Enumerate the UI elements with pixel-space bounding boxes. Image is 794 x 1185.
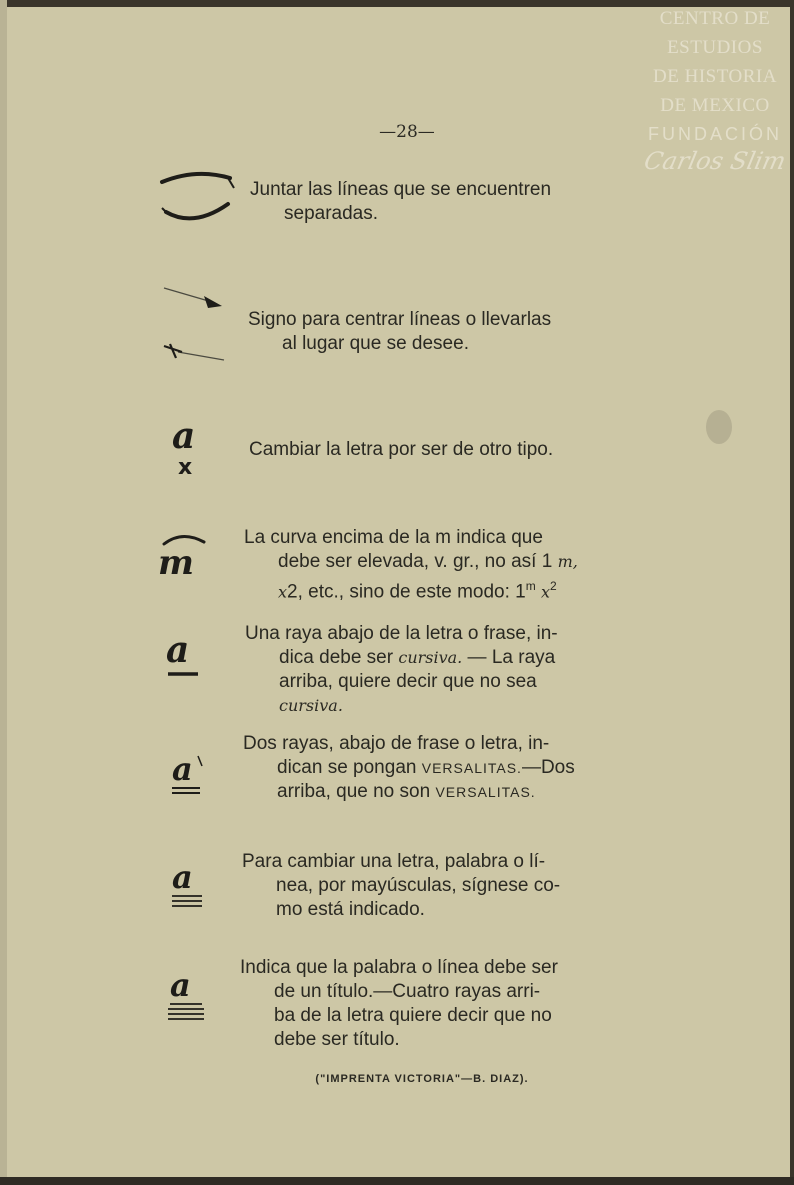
entry-superscript (244, 526, 674, 604)
entry-line: debe ser título. (274, 1029, 400, 1050)
entry-small-caps (243, 732, 673, 804)
entry-line: Para cambiar una letra, palabra o lí- (242, 851, 546, 872)
entry-text: dica debe ser (279, 647, 394, 668)
symbol-glyph: a (166, 630, 190, 671)
symbol-glyph: a (172, 752, 193, 788)
entry-line (243, 780, 673, 804)
watermark-line: CENTRO DE (659, 8, 771, 29)
entry-text: arriba, que no son (277, 781, 431, 802)
example-italic: cursiva. (279, 696, 343, 715)
example-italic: cursiva. (398, 648, 463, 667)
entry-line: Juntar las líneas que se encuentren (250, 179, 552, 200)
entry-line: mo está indicado. (276, 899, 425, 920)
entry-line: ba de la letra quiere decir que no (274, 1005, 552, 1026)
title-mark (164, 966, 216, 1028)
page-number: —28— (379, 122, 435, 142)
entry-text: debe ser elevada, v. gr., no así 1 (278, 551, 553, 572)
entry-center-lines (248, 308, 678, 356)
entry-change-type (249, 438, 679, 462)
change-type-mark (168, 414, 218, 478)
superscript-mark (156, 530, 216, 580)
watermark-line: ESTUDIOS (667, 37, 763, 58)
entry-line (245, 646, 675, 670)
entry-line: Indica que la palabra o línea debe ser (240, 957, 558, 978)
symbol-glyph: a (172, 858, 193, 896)
scan-left-edge (0, 0, 7, 1185)
scan-right-edge (790, 0, 794, 1185)
entry-line: Cambiar la letra por ser de otro tipo. (249, 439, 554, 460)
entry-line: La curva encima de la m indica que (244, 527, 543, 548)
entry-text: 2, etc., sino de este modo: 1 (287, 581, 526, 603)
entry-text: dican se pongan (277, 757, 417, 778)
watermark-signature: Carlos Slim (641, 147, 789, 175)
entry-line: al lugar que se desee. (282, 333, 469, 354)
entry-text: — La raya (467, 647, 556, 668)
entry-text: —Dos (521, 757, 575, 778)
entry-line: Signo para centrar líneas o llevarlas (248, 309, 552, 330)
paper-stain (706, 410, 732, 444)
entry-italic (245, 622, 675, 718)
entry-line: arriba, quiere decir que no sea (279, 671, 537, 692)
symbol-glyph: m (158, 543, 194, 580)
entry-line (244, 550, 674, 574)
entry-line: nea, por mayúsculas, sígnese co- (276, 875, 561, 896)
entry-join-lines (250, 178, 680, 226)
example-superscript: m (525, 579, 536, 593)
entry-line: separadas. (284, 203, 379, 224)
symbol-subglyph: x (178, 455, 193, 478)
entry-line: de un título.—Cuatro rayas arri- (274, 981, 541, 1002)
printer-imprint: ("IMPRENTA VICTORIA"—B. DIAZ). (315, 1073, 529, 1085)
archive-watermark (636, 4, 794, 175)
example-small-caps: VERSALITAS. (435, 784, 536, 800)
example-italic: x (278, 582, 288, 602)
watermark-foundation: FUNDACIÓN (648, 124, 782, 144)
entry-capitals (242, 850, 672, 922)
example-italic: m, (557, 552, 578, 571)
watermark-line: DE HISTORIA (653, 66, 777, 87)
entry-line: Una raya abajo de la letra o frase, in- (245, 623, 558, 644)
example-superscript: 2 (550, 579, 557, 593)
italic-mark (164, 630, 220, 682)
scan-bottom-edge (0, 1177, 794, 1185)
entry-line (245, 694, 675, 718)
capitals-mark (168, 858, 218, 912)
entry-title (240, 956, 670, 1052)
small-caps-mark (168, 752, 218, 800)
watermark-line: DE MEXICO (660, 95, 770, 116)
symbol-glyph: a (172, 415, 196, 457)
symbol-glyph: a (170, 966, 191, 1004)
center-lines-mark (160, 282, 230, 366)
example-small-caps: VERSALITAS. (421, 760, 522, 776)
example-italic: x (541, 582, 551, 602)
entry-line: Dos rayas, abajo de frase o letra, in- (243, 733, 550, 754)
join-lines-mark (158, 170, 238, 230)
entry-line (243, 756, 673, 780)
entry-line (244, 574, 674, 604)
